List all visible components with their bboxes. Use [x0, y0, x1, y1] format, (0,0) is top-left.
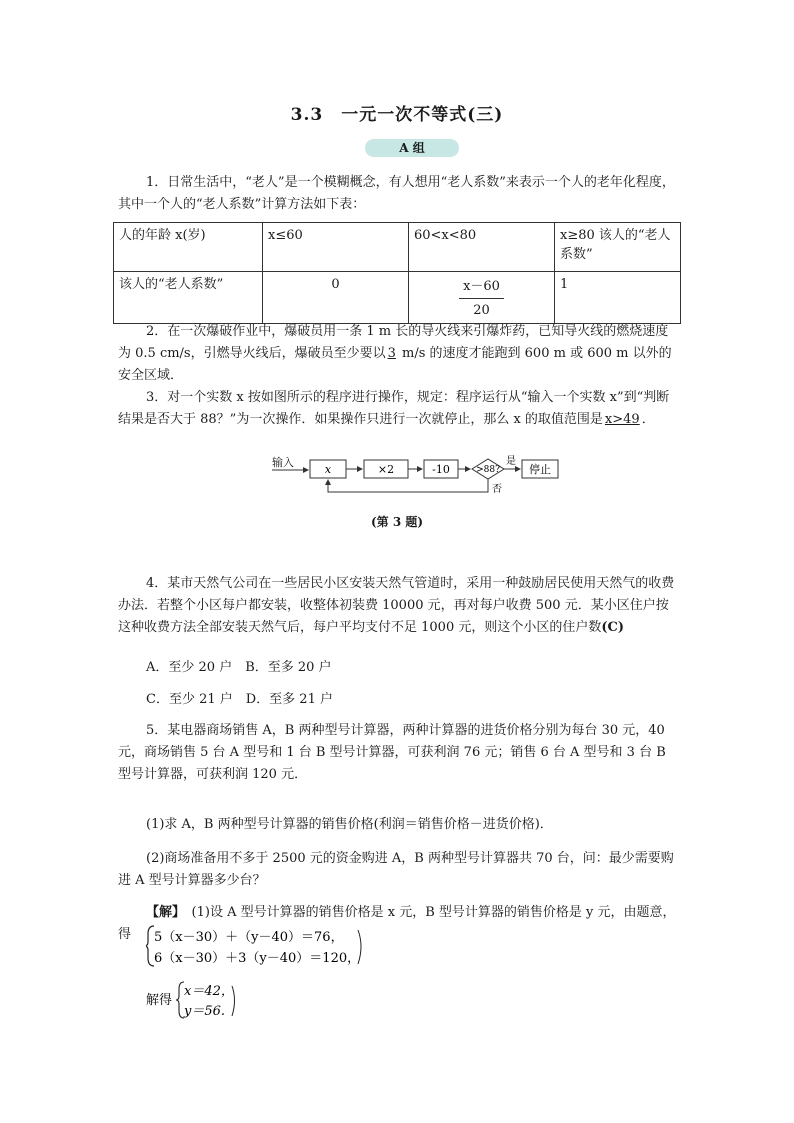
question-4-text [118, 573, 678, 639]
solution-body: (1)设 A 型号计算器的销售价格是 x 元，B 型号计算器的销售价格是 y 元，由题意，得 [118, 905, 676, 942]
flow-input-label: 输入 [272, 456, 294, 469]
table-cell-fraction [409, 272, 555, 324]
table-cell: 60<x<80 [409, 223, 555, 272]
table-cell: 该人的“老人系数” [114, 272, 263, 324]
question-5-text: 5．某电器商场销售 A，B 两种型号计算器，两种计算器的进货价格分别为每台 30 元，40 元，商场销售 5 台 A 型号和 1 台 B 型号计算器，可获利润 76 元；销售 6 台 A 型号和 3 台 B 型号计算器，可获利润 120 元． [118, 723, 666, 782]
question-3-before: 3．对一个实数 x 按如图所示的程序进行操作，规定：程序运行从“输入一个实数 x”到“判断结果是否大于 88？”为一次操作．如果操作只进行一次就停止，那么 x 的取值范围是 [118, 390, 670, 427]
question-4-answer: (C) [601, 620, 625, 635]
question-5-part-2: (2)商场准备用不多于 2500 元的资金购进 A，B 两种型号计算器共 70 台，问：最少需要购进 A 型号计算器多少台？ [118, 851, 674, 888]
question-1-text: 1．日常生活中，“老人”是一个模糊概念，有人想用“老人系数”来表示一个人的老年化程度，其中一个人的“老人系数”计算方法如下表： [118, 175, 675, 212]
flow-yes-label: 是 [506, 456, 516, 467]
question-4-body: 4．某市天然气公司在一些居民小区安装天然气管道时，采用一种鼓励居民使用天然气的收费办法．若整个小区每户都安装，收整体初装费 10000 元，再对每户收费 500 元．某小区住户按这种收费方法全部安装天然气后，每户平均支付不足 1000 元，则这个小区的住户数 [118, 576, 675, 635]
question-4-options-line-1: A．至少 20 户 B．至多 20 户 [146, 660, 332, 675]
fraction-denominator: 20 [473, 303, 490, 318]
flow-box-multiply-label: ×2 [377, 463, 395, 476]
table-cell: x≥80 该人的“老人系数” [555, 223, 681, 272]
table-cell: 人的年龄 x(岁) [114, 223, 263, 272]
question-3-text [118, 387, 678, 431]
equation-system [146, 924, 386, 968]
table-cell: 1 [555, 272, 681, 324]
question-2-after: m/s 的速度才能跑到 600 m 或 600 m 以外的安全区域． [118, 346, 672, 383]
flow-loop-arrow [328, 479, 488, 492]
flow-box-subtract-label: -10 [432, 463, 450, 476]
result-2: y＝56. [184, 1004, 226, 1019]
question-3-after: ． [641, 412, 655, 427]
fraction-numerator: x－60 [459, 277, 504, 299]
table-cell: x≤60 [263, 223, 409, 272]
equation-2: 6（x－30）＋3（y－40）＝120， [154, 951, 361, 966]
equation-1: 5（x－30）＋（y－40）＝76， [154, 930, 344, 945]
flow-no-label: 否 [492, 484, 502, 495]
solution-label: 【解】 [146, 905, 179, 920]
solve-label: 解得 [146, 993, 173, 1008]
old-age-coefficient-table [113, 222, 681, 324]
question-5-part-1: (1)求 A，B 两种型号计算器的销售价格(利润＝销售价格－进货价格)． [146, 817, 553, 832]
table-row [114, 223, 681, 272]
result-1: x＝42， [184, 984, 234, 999]
program-flowchart [270, 452, 560, 502]
question-2-text [118, 321, 678, 387]
fraction [459, 277, 504, 320]
question-4-options-line-2: C．至少 21 户 D．至多 21 户 [146, 692, 333, 707]
solution-system [146, 980, 266, 1020]
flow-box-x-label: x [324, 463, 332, 476]
page-title: 3.3 一元一次不等式(三) [290, 105, 504, 125]
question-2-before: 2．在一次爆破作业中，爆破员用一条 1 m 长的导火线来引爆炸药，已知导火线的燃烧速度为 0.5 cm/s，引燃导火线后，爆破员至少要以 [118, 324, 669, 361]
table-row [114, 272, 681, 324]
question-2-answer: 3 [387, 346, 396, 361]
figure-caption: (第 3 题) [370, 515, 424, 529]
table-cell: 0 [263, 272, 409, 324]
flow-decision-label: >88? [476, 465, 500, 475]
left-brace [146, 926, 154, 966]
flow-stop-label: 停止 [529, 463, 551, 476]
group-badge: A 组 [365, 139, 459, 157]
question-3-answer: x>49 [604, 412, 640, 427]
left-brace [176, 982, 184, 1018]
